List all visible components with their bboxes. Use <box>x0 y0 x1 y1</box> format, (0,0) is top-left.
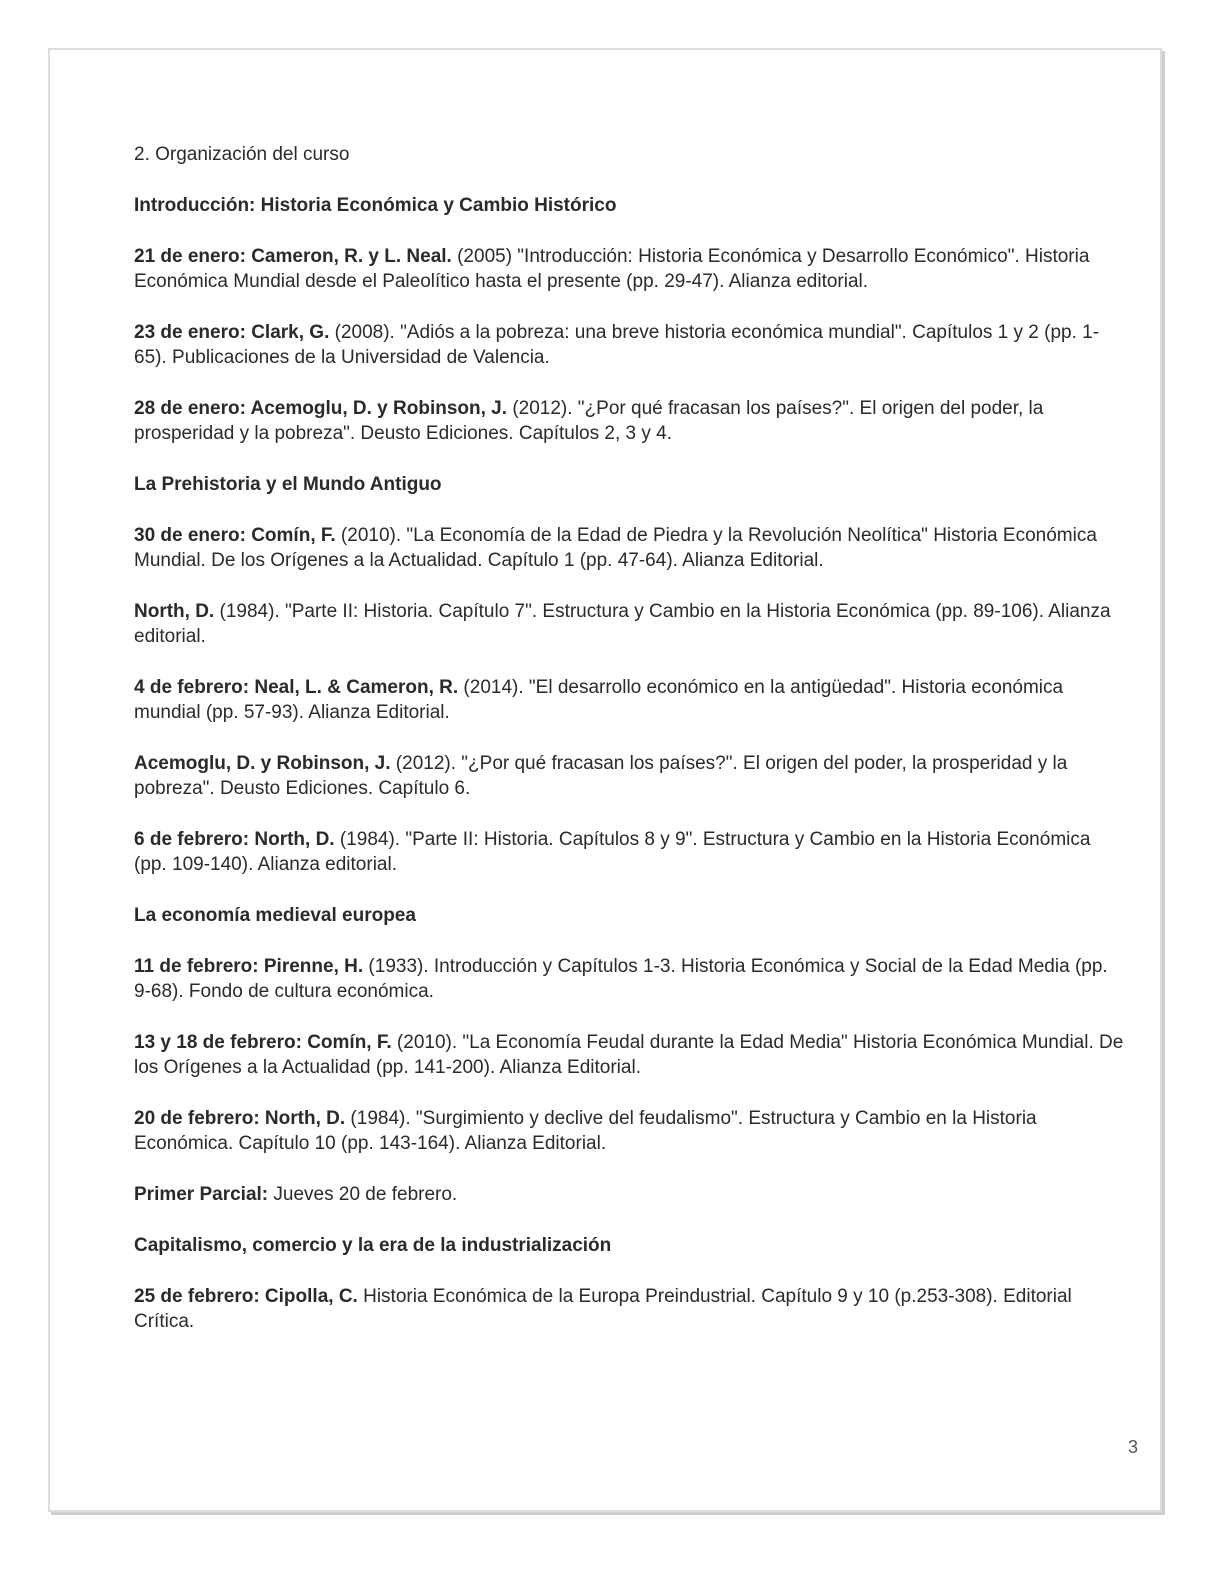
unit-heading-text: La Prehistoria y el Mundo Antiguo <box>134 474 442 495</box>
entry-reference: (2012). "¿Por qué fracasan los países?". El origen del poder, la prosperidad y la pobreza". Deusto Ediciones. Capítulos 2, 3 y 4. <box>134 398 1044 444</box>
reading-entry <box>134 1030 1124 1080</box>
unit-heading <box>134 1233 1124 1258</box>
reading-entry <box>134 396 1124 446</box>
reading-entry <box>134 827 1124 877</box>
unit-heading-text: Introducción: Historia Económica y Cambio Histórico <box>134 195 617 216</box>
entry-date-author: 20 de febrero: North, D. <box>134 1108 346 1129</box>
entry-reference: (2012). "¿Por qué fracasan los países?". El origen del poder, la prosperidad y la pobreza". Deusto Ediciones. Capítulo 6. <box>134 753 1068 799</box>
reading-entry <box>134 320 1124 370</box>
entry-reference: (1933). Introducción y Capítulos 1-3. Historia Económica y Social de la Edad Media (pp. 9-68). Fondo de cultura económica. <box>134 956 1108 1002</box>
entry-date-author: 25 de febrero: Cipolla, C. <box>134 1286 358 1307</box>
unit-heading <box>134 903 1124 928</box>
entry-date-author: 4 de febrero: Neal, L. & Cameron, R. <box>134 677 459 698</box>
entry-date-author: 28 de enero: Acemoglu, D. y Robinson, J. <box>134 398 508 419</box>
reading-entry <box>134 599 1124 649</box>
reading-entry <box>134 1284 1124 1334</box>
unit-heading-text: Capitalismo, comercio y la era de la industrialización <box>134 1235 612 1256</box>
page-number: 3 <box>1127 1437 1138 1457</box>
unit-heading <box>134 193 1124 218</box>
unit-heading-text: La economía medieval europea <box>134 905 416 926</box>
entry-reference: (2010). "La Economía de la Edad de Piedra y la Revolución Neolítica" Historia Económica Mundial. De los Orígenes a la Actualidad. Capítulo 1 (pp. 47-64). Alianza Editorial. <box>134 525 1097 571</box>
reading-entry <box>134 244 1124 294</box>
page-content <box>134 142 1124 1360</box>
entry-date-author: 6 de febrero: North, D. <box>134 829 335 850</box>
entry-date-author: 23 de enero: Clark, G. <box>134 322 330 343</box>
entry-date-author: 21 de enero: Cameron, R. y L. Neal. <box>134 246 452 267</box>
entry-date-author: 11 de febrero: Pirenne, H. <box>134 956 364 977</box>
reading-entry <box>134 1106 1124 1156</box>
entry-date-author: North, D. <box>134 601 215 622</box>
entry-reference: (1984). "Parte II: Historia. Capítulo 7". Estructura y Cambio en la Historia Económica (pp. 89-106). Alianza editorial. <box>134 601 1111 647</box>
entry-reference: (2008). "Adiós a la pobreza: una breve historia económica mundial". Capítulos 1 y 2 (pp. 1-65). Publicaciones de la Universidad de Valencia. <box>134 322 1100 368</box>
entry-date-author: Primer Parcial: <box>134 1184 269 1205</box>
entry-reference: (2005) "Introducción: Historia Económica y Desarrollo Económico". Historia Económica Mundial desde el Paleolítico hasta el presente (pp. 29-47). Alianza editorial. <box>134 246 1090 292</box>
section-title: 2. Organización del curso <box>134 144 350 165</box>
course-schedule <box>134 193 1124 1334</box>
entry-reference: (2010). "La Economía Feudal durante la Edad Media" Historia Económica Mundial. De los Orígenes a la Actualidad (pp. 141-200). Alianza Editorial. <box>134 1032 1124 1078</box>
entry-reference: (1984). "Surgimiento y declive del feudalismo". Estructura y Cambio en la Historia Económica. Capítulo 10 (pp. 143-164). Alianza Editorial. <box>134 1108 1037 1154</box>
reading-entry <box>134 751 1124 801</box>
entry-reference: (1984). "Parte II: Historia. Capítulos 8 y 9". Estructura y Cambio en la Historia Económica (pp. 109-140). Alianza editorial. <box>134 829 1091 875</box>
entry-date-author: 30 de enero: Comín, F. <box>134 525 336 546</box>
document-page <box>48 48 1162 1512</box>
reading-entry <box>134 675 1124 725</box>
entry-reference: Historia Económica de la Europa Preindustrial. Capítulo 9 y 10 (p.253-308). Editorial Crítica. <box>134 1286 1072 1332</box>
entry-reference: Jueves 20 de febrero. <box>268 1184 458 1205</box>
reading-entry <box>134 523 1124 573</box>
entry-date-author: 13 y 18 de febrero: Comín, F. <box>134 1032 392 1053</box>
unit-heading <box>134 472 1124 497</box>
entry-date-author: Acemoglu, D. y Robinson, J. <box>134 753 391 774</box>
reading-entry <box>134 954 1124 1004</box>
entry-reference: (2014). "El desarrollo económico en la antigüedad". Historia económica mundial (pp. 57-93). Alianza Editorial. <box>134 677 1064 723</box>
reading-entry <box>134 1182 1124 1207</box>
